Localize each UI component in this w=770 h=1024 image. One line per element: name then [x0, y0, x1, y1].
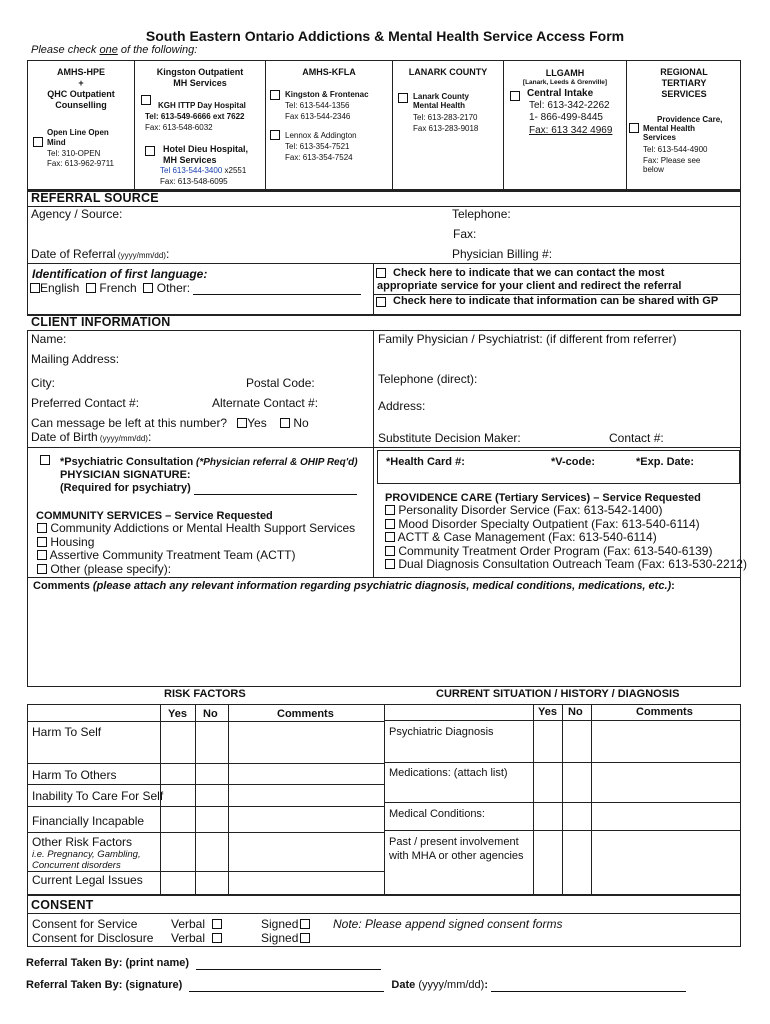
- providence-item-checkbox[interactable]: [385, 546, 395, 556]
- risk-yes-header: Yes: [168, 708, 187, 720]
- current-yes-header: Yes: [538, 706, 557, 718]
- consent-service-verbal: Verbal: [171, 917, 222, 931]
- consent-heading: CONSENT: [31, 898, 94, 912]
- amhs-kfla-header: AMHS-KFLA: [302, 67, 356, 77]
- family-physician-label: Family Physician / Psychiatrist: (if different from referrer): [378, 332, 677, 346]
- regional-tel: Tel: 613-544-4900: [643, 145, 708, 154]
- kgh-ittp-fax: Fax: 613-548-6032: [145, 123, 213, 132]
- hotel-dieu-tel: Tel 613-544-3400 x2551: [160, 166, 247, 175]
- consent-note: Note: Please append signed consent forms: [333, 917, 563, 931]
- health-card-label: *Health Card #:: [386, 456, 465, 468]
- hotel-dieu-label: Hotel Dieu Hospital, MH Services: [163, 144, 249, 165]
- client-address-label: Address:: [378, 399, 426, 413]
- referral-taken-print: Referral Taken By: (print name): [26, 957, 381, 970]
- client-heading: CLIENT INFORMATION: [31, 315, 171, 329]
- client-name-label: Name:: [31, 332, 67, 346]
- comments-label: Comments (please attach any relevant information regarding psychiatric diagnosis, medical conditions, medications, etc.):: [33, 580, 675, 592]
- message-yes-checkbox[interactable]: [237, 418, 247, 428]
- kingston-frontenac-tel: Tel: 613-544-1356: [285, 101, 350, 110]
- providence-list: [385, 504, 747, 572]
- regional-header: REGIONAL TERTIARY SERVICES: [660, 67, 708, 99]
- physician-billing-label: Physician Billing #:: [452, 247, 553, 261]
- risk-heading: RISK FACTORS: [164, 688, 246, 700]
- share-gp-checkbox[interactable]: [376, 297, 386, 307]
- providence-item-checkbox[interactable]: [385, 519, 395, 529]
- open-mind-label: Mind: [47, 138, 66, 147]
- vcode-label: *V-code:: [551, 456, 596, 468]
- language-heading: Identification of first language:: [32, 267, 208, 281]
- date-of-referral-label: Date of Referral (yyyy/mm/dd):: [31, 247, 170, 261]
- lennox-addington-fax: Fax: 613-354-7524: [285, 153, 353, 162]
- community-item-checkbox[interactable]: [37, 550, 47, 560]
- other-language-label: Other:: [156, 281, 191, 295]
- community-heading: COMMUNITY SERVICES – Service Requested: [36, 510, 273, 522]
- providence-item: Mood Disorder Specialty Outpatient (Fax: 613-540-6114): [385, 518, 747, 532]
- kingston-frontenac-checkbox[interactable]: [270, 90, 280, 100]
- hotel-dieu-tel-link[interactable]: Tel 613-544-3400: [160, 166, 223, 175]
- community-list: [37, 522, 355, 576]
- risk-no-header: No: [203, 708, 218, 720]
- fax-label: Fax:: [453, 227, 477, 241]
- kingston-frontenac-label: Kingston & Frontenac: [285, 90, 369, 99]
- risk-row-legal: Current Legal Issues: [32, 873, 143, 887]
- sdm-contact-label: Contact #:: [609, 431, 664, 445]
- consent-disclosure-verbal-checkbox[interactable]: [212, 933, 222, 943]
- lanark-header: LANARK COUNTY: [408, 67, 488, 77]
- community-item: Community Addictions or Mental Health Support Services: [37, 522, 355, 536]
- current-row-involvement: Past / present involvement with MHA or other agencies: [389, 836, 524, 862]
- share-gp-text: Check here to indicate that information can be shared with GP: [393, 295, 719, 307]
- providence-item: Dual Diagnosis Consultation Outreach Team (Fax: 613-530-2212): [385, 558, 747, 572]
- providence-item-checkbox[interactable]: [385, 532, 395, 542]
- community-item: Other (please specify):: [37, 563, 355, 577]
- consent-disclosure-verbal: Verbal: [171, 931, 222, 945]
- psych-consult-text: *Psychiatric Consultation (*Physician referral & OHIP Req'd) PHYSICIAN SIGNATURE: (Required for psychiatry): [60, 456, 358, 494]
- french-checkbox[interactable]: [86, 283, 96, 293]
- lanark-county-checkbox[interactable]: [398, 93, 408, 103]
- current-row-psych-diagnosis: Psychiatric Diagnosis: [389, 726, 494, 738]
- lanark-tel: Tel: 613-283-2170: [413, 113, 478, 122]
- consent-service-signed-checkbox[interactable]: [300, 919, 310, 929]
- contact-redirect-text: Check here to indicate that we can contact the most appropriate service for your client and redirect the referral: [377, 267, 682, 292]
- current-row-medications: Medications: (attach list): [389, 767, 508, 779]
- referral-taken-signature: Referral Taken By: (signature) Date (yyyy/mm/dd):: [26, 979, 686, 992]
- english-checkbox[interactable]: [30, 283, 40, 293]
- preferred-contact-label: Preferred Contact #:: [31, 396, 140, 410]
- llgamh-header: LLGAMH: [545, 68, 585, 78]
- central-intake-checkbox[interactable]: [510, 91, 520, 101]
- providence-care-label: Providence Care, Mental Health Services: [643, 115, 723, 142]
- consent-disclosure-signed: Signed: [261, 931, 310, 945]
- amhs-hpe-header: AMHS-HPE + QHC Outpatient Counselling: [47, 67, 115, 110]
- comments-area[interactable]: [28, 594, 740, 686]
- lanark-fax: Fax 613-283-9018: [413, 124, 479, 133]
- consent-disclosure-signed-checkbox[interactable]: [300, 933, 310, 943]
- open-line-tel: Tel: 310-OPEN: [47, 149, 101, 158]
- providence-item: Community Treatment Order Program (Fax: 613-540-6139): [385, 545, 747, 559]
- risk-row-other-sub: i.e. Pregnancy, Gambling, Concurrent disorders: [32, 849, 141, 871]
- agency-source-label: Agency / Source:: [31, 207, 123, 221]
- providence-item: ACTT & Case Management (Fax: 613-540-6114): [385, 531, 747, 545]
- kgh-ittp-checkbox[interactable]: [141, 95, 151, 105]
- central-intake-label: Central Intake: [527, 88, 594, 99]
- consent-disclosure-label: Consent for Disclosure: [32, 931, 154, 945]
- language-options: [30, 281, 361, 295]
- providence-care-checkbox[interactable]: [629, 123, 639, 133]
- hotel-dieu-checkbox[interactable]: [145, 146, 155, 156]
- llgamh-tel: Tel: 613-342-2262: [529, 100, 610, 111]
- risk-row-harm-others: Harm To Others: [32, 768, 117, 782]
- current-heading: CURRENT SITUATION / HISTORY / DIAGNOSIS: [436, 688, 680, 700]
- alternate-contact-label: Alternate Contact #:: [212, 396, 319, 410]
- telephone-direct-label: Telephone (direct):: [378, 372, 478, 386]
- message-question: Can message be left at this number? Yes No: [31, 416, 309, 430]
- lennox-addington-label: Lennox & Addington: [285, 131, 357, 140]
- physician-signature-field[interactable]: [194, 485, 357, 495]
- sdm-label: Substitute Decision Maker:: [378, 431, 521, 445]
- mailing-address-label: Mailing Address:: [31, 352, 120, 366]
- current-row-medical: Medical Conditions:: [389, 808, 485, 820]
- community-item: Housing: [37, 536, 355, 550]
- kgh-ittp-tel: Tel: 613-549-6666 ext 7622: [145, 112, 245, 121]
- psych-consult-checkbox[interactable]: [40, 455, 50, 465]
- llgamh-fax: Fax: 613 342 4969: [529, 125, 613, 136]
- signature-field[interactable]: [189, 981, 384, 992]
- risk-row-financial: Financially Incapable: [32, 814, 145, 828]
- consent-service-label: Consent for Service: [32, 917, 138, 931]
- community-item-checkbox[interactable]: [37, 523, 47, 533]
- lennox-addington-tel: Tel: 613-354-7521: [285, 142, 350, 151]
- providence-heading: PROVIDENCE CARE (Tertiary Services) – Service Requested: [385, 492, 701, 504]
- llgamh-tel2: 1- 866-499-8445: [529, 112, 603, 123]
- exp-date-label: *Exp. Date:: [636, 456, 695, 468]
- risk-row-other: Other Risk Factors: [32, 835, 133, 849]
- kgh-ittp-label: KGH ITTP Day Hospital: [158, 101, 246, 110]
- lanark-county-label: Lanark County Mental Health: [413, 92, 470, 110]
- consent-service-signed: Signed: [261, 917, 310, 931]
- open-line-fax: Fax: 613-962-9711: [47, 159, 115, 168]
- current-comments-header: Comments: [636, 706, 693, 718]
- llgamh-subheader: [Lanark, Leeds & Grenville]: [522, 79, 608, 86]
- lennox-addington-checkbox[interactable]: [270, 130, 280, 140]
- community-item-checkbox[interactable]: [37, 537, 47, 547]
- message-no-checkbox[interactable]: [280, 418, 290, 428]
- telephone-label: Telephone:: [452, 207, 511, 221]
- risk-row-harm-self: Harm To Self: [32, 725, 102, 739]
- regional-fax: Fax: Please see below: [643, 156, 701, 174]
- form-title: South Eastern Ontario Addictions & Mental Health Service Access Form: [145, 28, 625, 44]
- community-item: Assertive Community Treatment Team (ACTT): [37, 549, 355, 563]
- open-line-label: Open Line Open: [47, 128, 109, 137]
- instruction-text: Please check one of the following:: [31, 44, 198, 56]
- current-no-header: No: [568, 706, 583, 718]
- hotel-dieu-fax: Fax: 613-548-6095: [160, 177, 228, 186]
- referral-heading: REFERRAL SOURCE: [31, 191, 159, 205]
- consent-service-verbal-checkbox[interactable]: [212, 919, 222, 929]
- open-line-checkbox[interactable]: [33, 137, 43, 147]
- french-label: French: [99, 281, 137, 295]
- city-label: City:: [31, 376, 55, 390]
- dob-label: Date of Birth (yyyy/mm/dd):: [31, 430, 152, 444]
- kingston-frontenac-fax: Fax 613-544-2346: [285, 112, 351, 121]
- kingston-header: Kingston Outpatient MH Services: [156, 67, 244, 88]
- providence-item-checkbox[interactable]: [385, 559, 395, 569]
- community-item-checkbox[interactable]: [37, 564, 47, 574]
- providence-item-checkbox[interactable]: [385, 505, 395, 515]
- risk-comments-header: Comments: [277, 708, 334, 720]
- english-label: English: [40, 281, 80, 295]
- providence-item: Personality Disorder Service (Fax: 613-542-1400): [385, 504, 747, 518]
- postal-code-label: Postal Code:: [246, 376, 315, 390]
- other-language-field[interactable]: [193, 283, 361, 295]
- risk-row-inability: Inability To Care For Self: [32, 789, 164, 803]
- date-field[interactable]: [491, 981, 686, 992]
- other-language-checkbox[interactable]: [143, 283, 153, 293]
- print-name-field[interactable]: [196, 959, 381, 970]
